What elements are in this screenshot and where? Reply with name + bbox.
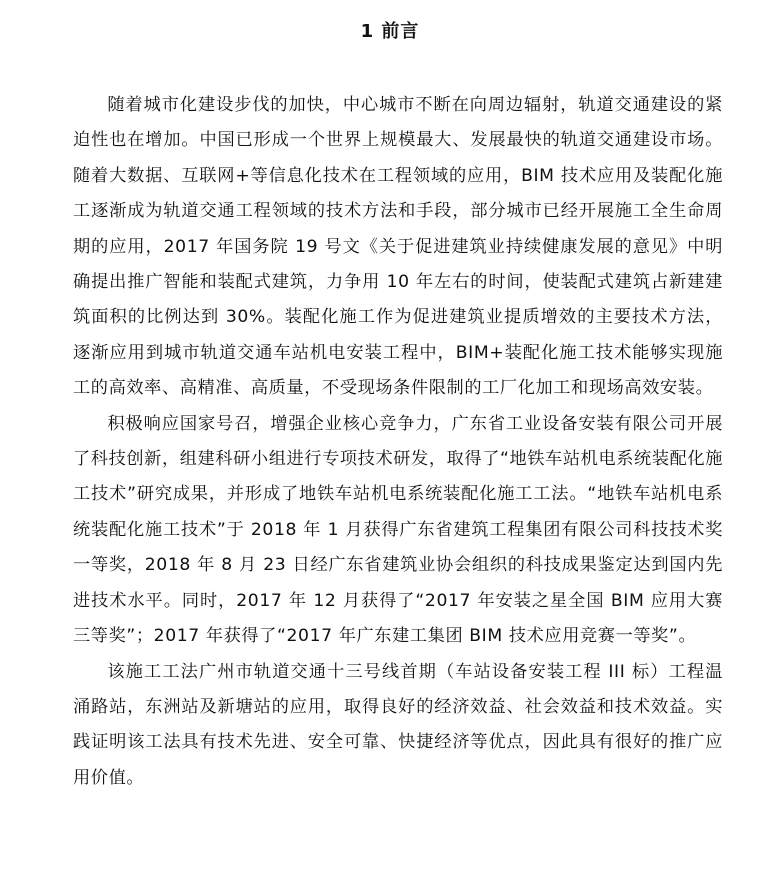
paragraph-application: 该施工工法广州市轨道交通十三号线首期（车站设备安装工程 III 标）工程温涌路站，东洲站及新塘站的应用，取得良好的经济效益、社会效益和技术效益。实践证明该工法具有技术先进、安全可靠、快捷经济等优点，因此具有很好的推广应用价值。 xyxy=(73,661,723,788)
paragraph-achievements: 积极响应国家号召，增强企业核心竞争力，广东省工业设备安装有限公司开展了科技创新，组建科研小组进行专项技术研发，取得了“地铁车站机电系统装配化施工技术”研究成果，并形成了地铁车站机电系统装配化施工工法。“地铁车站机电系统装配化施工技术”于 2018 年 1 月获得广东省建筑工程集团有限公司科技技术奖一等奖，2018 年 8 月 23 日经广东省建筑业协会组织的科技成果鉴定达到国内先进技术水平。同时，2017 年 12 月获得了“2017 年安装之星全国 BIM 应用大赛三等奖”；2017 年获得了“2017 年广东建工集团 BIM 技术应用竞赛一等奖”。 xyxy=(73,413,723,647)
body-text xyxy=(73,88,723,796)
paragraph-intro: 随着城市化建设步伐的加快，中心城市不断在向周边辐射，轨道交通建设的紧迫性也在增加。中国已形成一个世界上规模最大、发展最快的轨道交通建设市场。随着大数据、互联网+等信息化技术在工程领域的应用，BIM 技术应用及装配化施工逐渐成为轨道交通工程领域的技术方法和手段，部分城市已经开展施工全生命周期的应用，2017 年国务院 19 号文《关于促进建筑业持续健康发展的意见》中明确提出推广智能和装配式建筑，力争用 10 年左右的时间，使装配式建筑占新建建筑面积的比例达到 30%。装配化施工作为促进建筑业提质增效的主要技术方法，逐渐应用到城市轨道交通车站机电安装工程中，BIM+装配化施工技术能够实现施工的高效率、高精准、高质量，不受现场条件限制的工厂化加工和现场高效安装。 xyxy=(73,95,723,399)
section-title: 1 前言 xyxy=(360,21,420,42)
